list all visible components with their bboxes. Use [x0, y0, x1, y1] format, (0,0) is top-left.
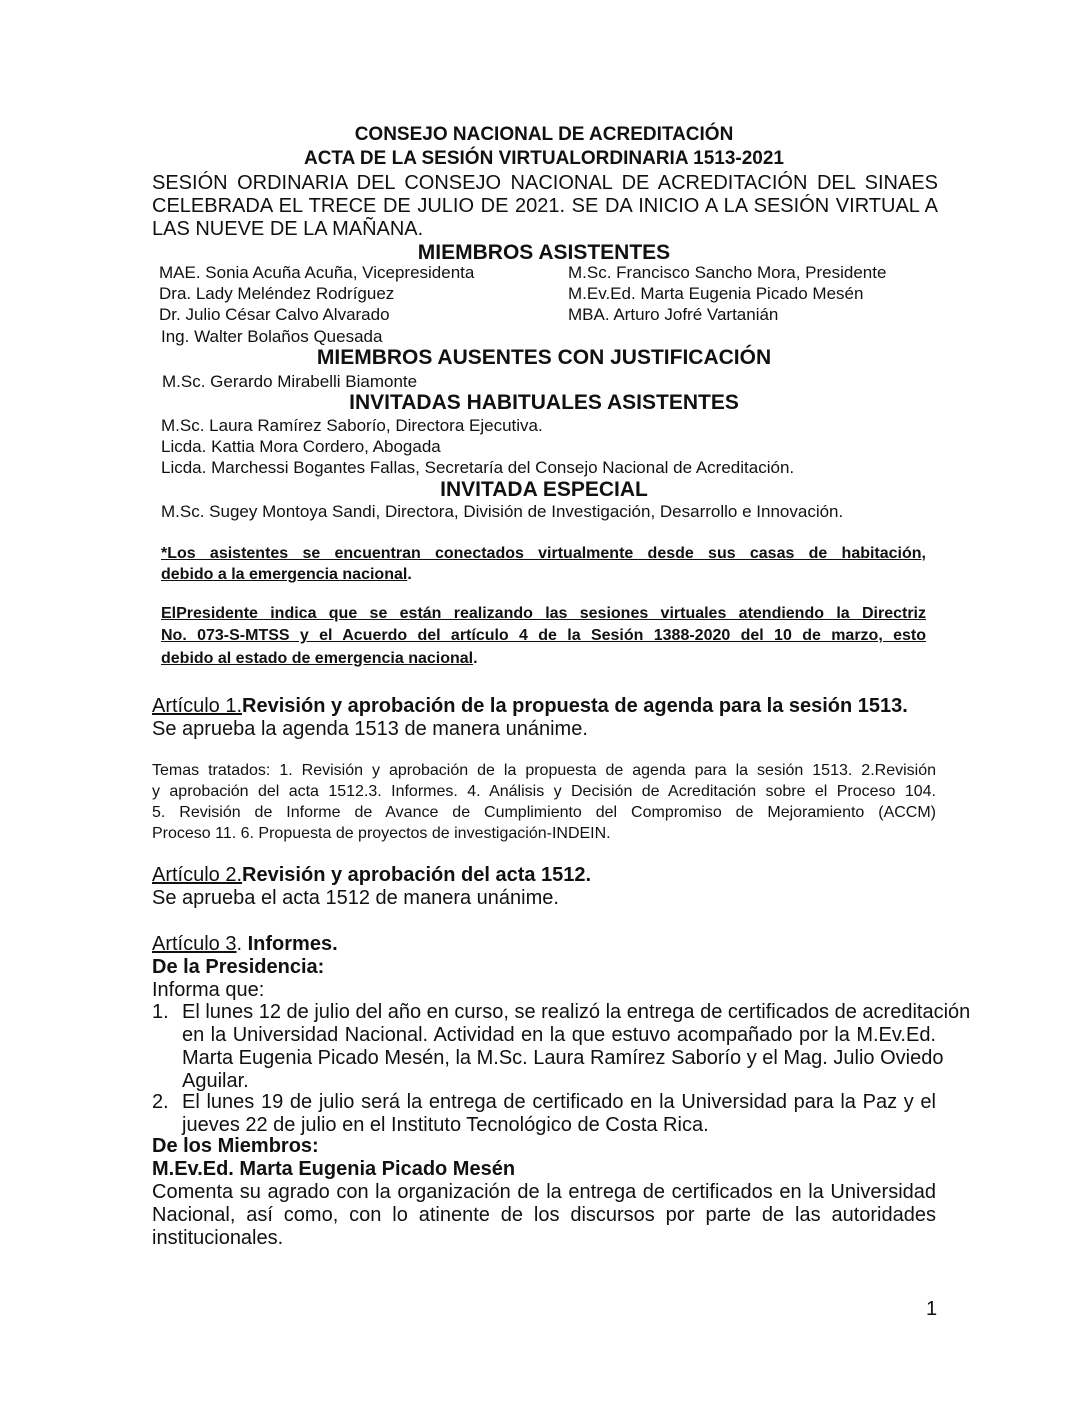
members-heading: De los Miembros:: [152, 1135, 319, 1157]
absent-member: M.Sc. Gerardo Mirabelli Biamonte: [162, 372, 418, 391]
list-item-line: en la Universidad Nacional. Actividad en la que estuvo acompañado por la M.Ev.Ed.: [182, 1024, 936, 1046]
member-name: M.Ev.Ed. Marta Eugenia Picado Mesén: [152, 1158, 516, 1180]
list-item-number: 2.: [152, 1091, 169, 1113]
intro-line: LAS NUEVE DE LA MAÑANA.: [152, 218, 424, 240]
council-title: CONSEJO NACIONAL DE ACREDITACIÓN: [354, 124, 734, 145]
directive-notice-last: [161, 650, 478, 668]
article-3-label: Artículo 3: [152, 933, 237, 955]
attendee-name: M.Ev.Ed. Marta Eugenia Picado Mesén: [568, 284, 864, 303]
presidency-heading: De la Presidencia:: [152, 956, 325, 978]
attendee-name: Ing. Walter Bolaños Quesada: [161, 327, 383, 346]
attendee-name: MAE. Sonia Acuña Acuña, Vicepresidenta: [159, 263, 475, 282]
member-comment-line: Nacional, así como, con lo atinente de los discursos por parte de las autoridades: [152, 1204, 936, 1226]
list-item-number: 1.: [152, 1001, 169, 1023]
directive-notice-text: debido al estado de emergencia nacional: [161, 650, 474, 667]
intro-line: CELEBRADA EL TRECE DE JULIO DE 2021. SE DA INICIO A LA SESIÓN VIRTUAL A: [152, 195, 938, 217]
topics-line: Proceso 11. 6. Propuesta de proyectos de investigación-INDEIN.: [152, 825, 611, 842]
member-comment-line: institucionales.: [152, 1227, 284, 1249]
directive-notice-period: .: [473, 650, 478, 667]
guest-name: M.Sc. Laura Ramírez Saborío, Directora Ejecutiva.: [161, 416, 543, 435]
member-comment-line: Comenta su agrado con la organización de la entrega de certificados en la Universidad: [152, 1181, 936, 1203]
article-2-label: Artículo 2.: [152, 864, 243, 886]
guest-name: Licda. Marchessi Bogantes Fallas, Secretaría del Consejo Nacional de Acreditación.: [161, 458, 795, 477]
attendee-name: Dr. Julio César Calvo Alvarado: [159, 305, 390, 324]
article-3-heading: [152, 933, 338, 956]
article-1-text: Se aprueba la agenda 1513 de manera unánime.: [152, 718, 588, 740]
article-2-heading: [152, 864, 591, 887]
topics-line: y aprobación del acta 1512.3. Informes. 4. Análisis y Decisión de Acreditación sobre el Proceso 104.: [152, 783, 936, 800]
topics-line: 5. Revisión de Informe de Avance de Cumplimiento del Compromiso de Mejoramiento (ACCM): [152, 804, 936, 821]
article-2-title: Revisión y aprobación del acta 1512.: [242, 864, 592, 886]
directive-notice: ElPresidente indica que se están realizando las sesiones virtuales atendiendo la Directriz: [161, 605, 926, 622]
acta-title: ACTA DE LA SESIÓN VIRTUALORDINARIA 1513-2021: [303, 148, 784, 169]
page-number: 1: [926, 1298, 938, 1320]
virtual-notice-text: debido a la emergencia nacional: [161, 566, 408, 583]
article-1-heading: [152, 695, 908, 718]
virtual-notice-last: [161, 566, 412, 584]
article-1-title: Revisión y aprobación de la propuesta de agenda para la sesión 1513.: [242, 695, 908, 717]
guests-heading: INVITADAS HABITUALES ASISTENTES: [349, 391, 739, 414]
attendee-name: M.Sc. Francisco Sancho Mora, Presidente: [568, 263, 887, 282]
article-3-sep: .: [236, 933, 248, 955]
list-item-line: El lunes 12 de julio del año en curso, se realizó la entrega de certificados de acreditación: [182, 1001, 971, 1023]
attendee-name: Dra. Lady Meléndez Rodríguez: [159, 284, 395, 303]
article-1-label: Artículo 1.: [152, 695, 243, 717]
special-guest-heading: INVITADA ESPECIAL: [440, 478, 648, 501]
absent-heading: MIEMBROS AUSENTES CON JUSTIFICACIÓN: [316, 346, 772, 369]
special-guest-name: M.Sc. Sugey Montoya Sandi, Directora, División de Investigación, Desarrollo e Innovación.: [161, 502, 844, 521]
topics-line: Temas tratados: 1. Revisión y aprobación de la propuesta de agenda para la sesión 1513. 2.Revisión: [152, 762, 936, 779]
list-item-line: jueves 22 de julio en el Instituto Tecnológico de Costa Rica.: [182, 1114, 709, 1136]
attendee-name: MBA. Arturo Jofré Vartanián: [568, 305, 779, 324]
article-2-text: Se aprueba el acta 1512 de manera unánime.: [152, 887, 559, 909]
intro-line: SESIÓN ORDINARIA DEL CONSEJO NACIONAL DE ACREDITACIÓN DEL SINAES: [152, 172, 938, 194]
article-3-title: Informes.: [247, 933, 338, 955]
list-item-line: El lunes 19 de julio será la entrega de certificado en la Universidad para la Paz y el: [182, 1091, 936, 1113]
guest-name: Licda. Kattia Mora Cordero, Abogada: [161, 437, 441, 456]
virtual-notice: *Los asistentes se encuentran conectados virtualmente desde sus casas de habitación,: [161, 545, 926, 562]
list-item-line: Aguilar.: [182, 1070, 249, 1092]
list-item-line: Marta Eugenia Picado Mesén, la M.Sc. Laura Ramírez Saborío y el Mag. Julio Oviedo: [182, 1047, 944, 1069]
informs-text: Informa que:: [152, 979, 265, 1001]
directive-notice: No. 073-S-MTSS y el Acuerdo del artículo 4 de la Sesión 1388-2020 del 10 de marzo, esto: [161, 627, 926, 644]
attendees-heading: MIEMBROS ASISTENTES: [417, 241, 671, 264]
virtual-notice-period: .: [407, 566, 412, 583]
